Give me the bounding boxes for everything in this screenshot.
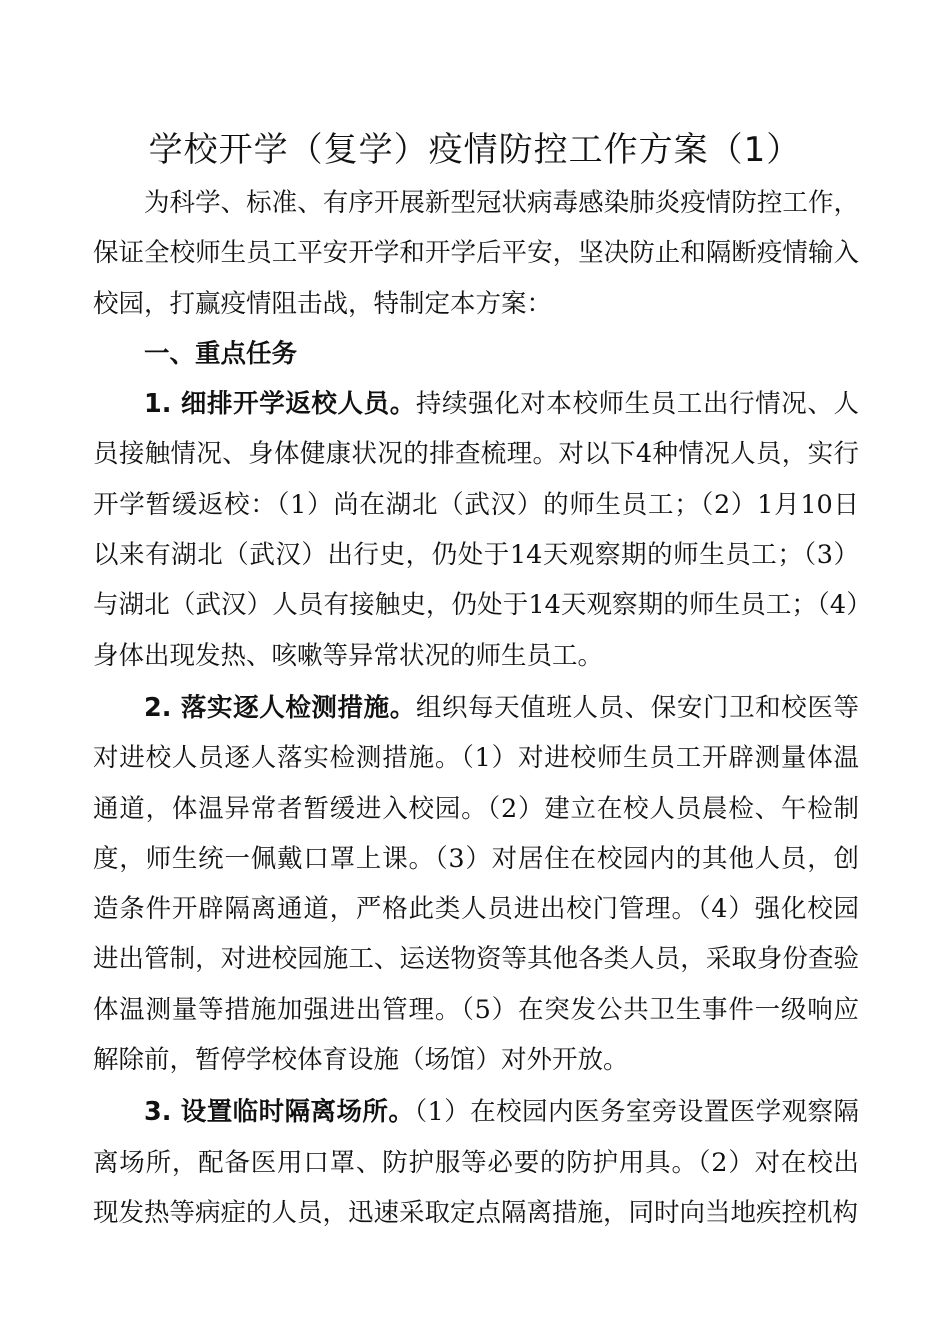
intro-paragraph: 为科学、标准、有序开展新型冠状病毒感染肺炎疫情防控工作，保证全校师生员工平安开学和开学后平安，坚决防止和隔断疫情输入校园，打赢疫情阻击战，特制定本方案： bbox=[93, 188, 859, 319]
task-item-3-text: （1）在校园内医务室旁设置医学观察隔离场所，配备医用口罩、防护服等必要的防护用具。（2）对在校出现发热等病症的人员，迅速采取定点隔离措施，同时向当地疾控机构 bbox=[93, 1097, 859, 1228]
task-item-3 bbox=[93, 1087, 859, 1238]
task-item-1 bbox=[93, 379, 859, 681]
task-item-2-text: 组织每天值班人员、保安门卫和校医等对进校人员逐人落实检测措施。（1）对进校师生员工开辟测量体温通道，体温异常者暂缓进入校园。（2）建立在校人员晨检、午检制度，师生统一佩戴口罩上课。（3）对居住在校园内的其他人员，创造条件开辟隔离通道，严格此类人员进出校门管理。（4）强化校园进出管制，对进校园施工、运送物资等其他各类人员，采取身份查验体温测量等措施加强进出管理。（5）在突发公共卫生事件一级响应解除前，暂停学校体育设施（场馆）对外开放。 bbox=[93, 692, 859, 1076]
task-item-2 bbox=[93, 683, 859, 1085]
document-title: 学校开学（复学）疫情防控工作方案（1） bbox=[148, 130, 802, 170]
section-heading-key-tasks: 一、重点任务 bbox=[144, 338, 298, 369]
task-item-1-lead: 1. 细排开学返校人员。 bbox=[144, 389, 416, 420]
task-item-2-lead: 2. 落实逐人检测措施。 bbox=[144, 692, 416, 723]
task-item-3-lead: 3. 设置临时隔离场所。 bbox=[144, 1097, 415, 1128]
task-item-1-text: 持续强化对本校师生员工出行情况、人员接触情况、身体健康状况的排查梳理。对以下4种情况人员，实行开学暂缓返校：（1）尚在湖北（武汉）的师生员工；（2）1月10日以来有湖北（武汉）出行史，仍处于14天观察期的师生员工；（3）与湖北（武汉）人员有接触史，仍处于14天观察期的师生员工；（4）身体出现发热、咳嗽等异常状况的师生员工。 bbox=[93, 389, 859, 671]
document-body bbox=[93, 178, 859, 1238]
